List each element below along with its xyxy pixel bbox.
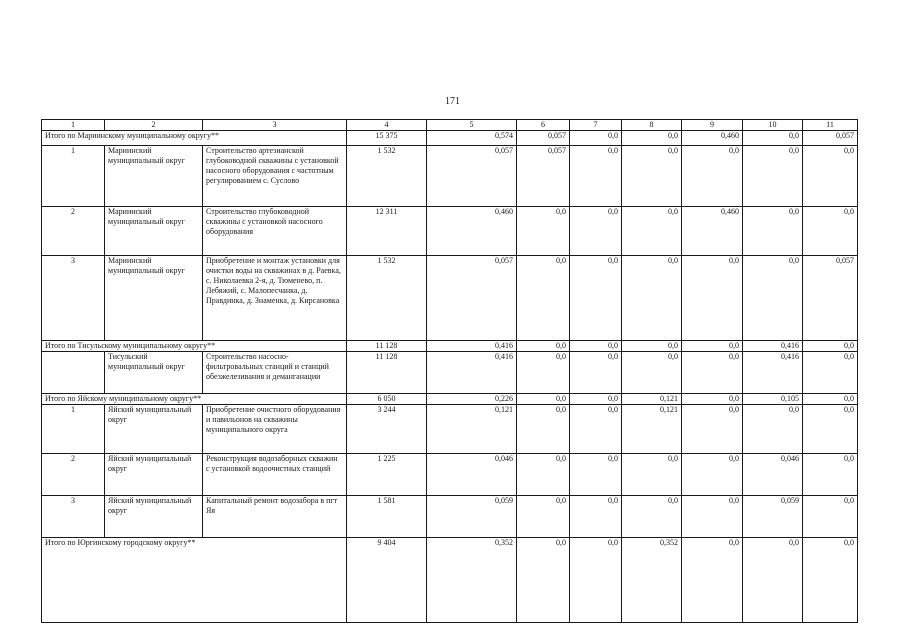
- table-row: [42, 454, 858, 496]
- value-cell: 0,057: [803, 256, 858, 341]
- municipality-cell: Мариинский муниципальный округ: [105, 146, 203, 207]
- subtotal-label: Итого по Тисульскому муниципальному округу**: [42, 341, 347, 352]
- value-cell: 0,121: [622, 394, 682, 405]
- municipality-cell: Тисульский муниципальный округ: [105, 352, 203, 394]
- value-cell: 0,0: [622, 496, 682, 538]
- value-cell: 0,0: [803, 352, 858, 394]
- value-cell: 0,0: [803, 341, 858, 352]
- subtotal-label: Итого по Юргинскому городскому округу**: [42, 538, 347, 623]
- subtotal-row: [42, 538, 858, 623]
- column-header: 5: [427, 120, 517, 131]
- description-cell: Строительство артезианской глубоководной скважины с установкой насосного оборудования с частотным регулированием с. Суслово: [203, 146, 347, 207]
- value-cell: 0,057: [427, 146, 517, 207]
- value-cell: 0,105: [743, 394, 803, 405]
- row-number: 1: [42, 146, 105, 207]
- value-cell: 0,0: [743, 256, 803, 341]
- value-cell: 0,0: [682, 146, 743, 207]
- value-cell: 15 375: [347, 131, 427, 146]
- municipality-cell: Яйский муниципальный округ: [105, 405, 203, 454]
- value-cell: 0,0: [803, 538, 858, 623]
- row-number: 3: [42, 256, 105, 341]
- value-cell: 0,0: [570, 454, 622, 496]
- value-cell: 0,0: [682, 496, 743, 538]
- value-cell: 0,0: [517, 341, 570, 352]
- column-header: 2: [105, 120, 203, 131]
- row-number: [42, 352, 105, 394]
- table-row: [42, 405, 858, 454]
- value-cell: 0,416: [743, 341, 803, 352]
- value-cell: 0,0: [517, 394, 570, 405]
- value-cell: 0,0: [622, 207, 682, 256]
- value-cell: 0,0: [622, 256, 682, 341]
- value-cell: 0,0: [743, 207, 803, 256]
- value-cell: 0,0: [803, 394, 858, 405]
- row-number: 2: [42, 207, 105, 256]
- value-cell: 0,0: [517, 538, 570, 623]
- municipality-cell: Мариинский муниципальный округ: [105, 256, 203, 341]
- value-cell: 0,0: [682, 538, 743, 623]
- table-row: [42, 146, 858, 207]
- table-row: [42, 496, 858, 538]
- value-cell: 0,0: [517, 352, 570, 394]
- value-cell: 0,0: [743, 405, 803, 454]
- value-cell: 0,0: [743, 146, 803, 207]
- value-cell: 9 404: [347, 538, 427, 623]
- row-number: 2: [42, 454, 105, 496]
- row-number: 3: [42, 496, 105, 538]
- value-cell: 0,0: [570, 131, 622, 146]
- value-cell: 0,0: [570, 405, 622, 454]
- description-cell: Приобретение очистного оборудования и павильонов на скважины муниципального округа: [203, 405, 347, 454]
- value-cell: 0,0: [517, 405, 570, 454]
- value-cell: 0,460: [682, 207, 743, 256]
- value-cell: 3 244: [347, 405, 427, 454]
- value-cell: 0,226: [427, 394, 517, 405]
- subtotal-row: [42, 341, 858, 352]
- value-cell: 1 225: [347, 454, 427, 496]
- value-cell: 0,121: [622, 405, 682, 454]
- value-cell: 0,0: [622, 146, 682, 207]
- value-cell: 12 311: [347, 207, 427, 256]
- value-cell: 0,0: [743, 131, 803, 146]
- value-cell: 0,416: [427, 352, 517, 394]
- column-header: 4: [347, 120, 427, 131]
- value-cell: 0,0: [622, 341, 682, 352]
- data-table: [41, 119, 858, 623]
- value-cell: 11 128: [347, 341, 427, 352]
- subtotal-row: [42, 394, 858, 405]
- value-cell: 0,0: [570, 207, 622, 256]
- column-header: 10: [743, 120, 803, 131]
- column-header: 8: [622, 120, 682, 131]
- column-header-row: [42, 120, 858, 131]
- value-cell: 0,0: [682, 405, 743, 454]
- value-cell: 0,046: [743, 454, 803, 496]
- value-cell: 0,460: [682, 131, 743, 146]
- value-cell: 0,059: [743, 496, 803, 538]
- column-header: 1: [42, 120, 105, 131]
- value-cell: 0,0: [570, 352, 622, 394]
- value-cell: 0,416: [743, 352, 803, 394]
- value-cell: 0,0: [570, 146, 622, 207]
- value-cell: 0,057: [517, 131, 570, 146]
- column-header: 3: [203, 120, 347, 131]
- value-cell: 0,0: [682, 256, 743, 341]
- value-cell: 0,0: [682, 394, 743, 405]
- column-header: 11: [803, 120, 858, 131]
- value-cell: 0,0: [517, 207, 570, 256]
- value-cell: 0,057: [427, 256, 517, 341]
- value-cell: 0,0: [803, 405, 858, 454]
- value-cell: 0,460: [427, 207, 517, 256]
- value-cell: 0,0: [622, 352, 682, 394]
- column-header: 7: [570, 120, 622, 131]
- value-cell: 0,0: [622, 454, 682, 496]
- table-row: [42, 256, 858, 341]
- value-cell: 0,0: [517, 454, 570, 496]
- value-cell: 0,0: [682, 352, 743, 394]
- municipality-cell: Мариинский муниципальный округ: [105, 207, 203, 256]
- value-cell: 0,046: [427, 454, 517, 496]
- value-cell: 0,0: [517, 496, 570, 538]
- value-cell: 0,0: [803, 146, 858, 207]
- value-cell: 0,059: [427, 496, 517, 538]
- municipality-cell: Яйский муниципальный округ: [105, 454, 203, 496]
- value-cell: 11 128: [347, 352, 427, 394]
- value-cell: 1 581: [347, 496, 427, 538]
- value-cell: 0,574: [427, 131, 517, 146]
- description-cell: Капитальный ремонт водозабора в пгт Яя: [203, 496, 347, 538]
- municipality-cell: Яйский муниципальный округ: [105, 496, 203, 538]
- value-cell: 0,416: [427, 341, 517, 352]
- value-cell: 0,0: [743, 538, 803, 623]
- value-cell: 0,0: [570, 496, 622, 538]
- value-cell: 0,352: [622, 538, 682, 623]
- description-cell: Реконструкция водозаборных скважин с установкой водоочистных станций: [203, 454, 347, 496]
- value-cell: 0,0: [682, 454, 743, 496]
- column-header: 9: [682, 120, 743, 131]
- value-cell: 0,0: [570, 341, 622, 352]
- value-cell: 1 532: [347, 256, 427, 341]
- subtotal-label: Итого по Яйскому муниципальному округу**: [42, 394, 347, 405]
- value-cell: 0,352: [427, 538, 517, 623]
- value-cell: 0,057: [803, 131, 858, 146]
- value-cell: 0,0: [803, 454, 858, 496]
- value-cell: 0,0: [570, 394, 622, 405]
- table-row: [42, 352, 858, 394]
- value-cell: 0,0: [570, 538, 622, 623]
- value-cell: 0,121: [427, 405, 517, 454]
- value-cell: 1 532: [347, 146, 427, 207]
- value-cell: 6 050: [347, 394, 427, 405]
- description-cell: Приобретение и монтаж установки для очистки воды на скважинах в д. Раевка, с. Николаевка 2-я, д. Тюменево, п. Лебяжий, с. Малопесчанка, д. Правдинка, д. Знаменка, д. Кирсановка: [203, 256, 347, 341]
- value-cell: 0,0: [570, 256, 622, 341]
- value-cell: 0,057: [517, 146, 570, 207]
- table-row: [42, 207, 858, 256]
- row-number: 1: [42, 405, 105, 454]
- description-cell: Строительство глубоководной скважины с установкой насосного оборудования: [203, 207, 347, 256]
- column-header: 6: [517, 120, 570, 131]
- value-cell: 0,0: [803, 496, 858, 538]
- subtotal-label: Итого по Мариинскому муниципальному округу**: [42, 131, 347, 146]
- page-number: 171: [445, 96, 460, 107]
- value-cell: 0,0: [622, 131, 682, 146]
- subtotal-row: [42, 131, 858, 146]
- value-cell: 0,0: [517, 256, 570, 341]
- description-cell: Строительство насосно-фильтровальных станций и станций обезжелезивания и деманганации: [203, 352, 347, 394]
- value-cell: 0,0: [682, 341, 743, 352]
- value-cell: 0,0: [803, 207, 858, 256]
